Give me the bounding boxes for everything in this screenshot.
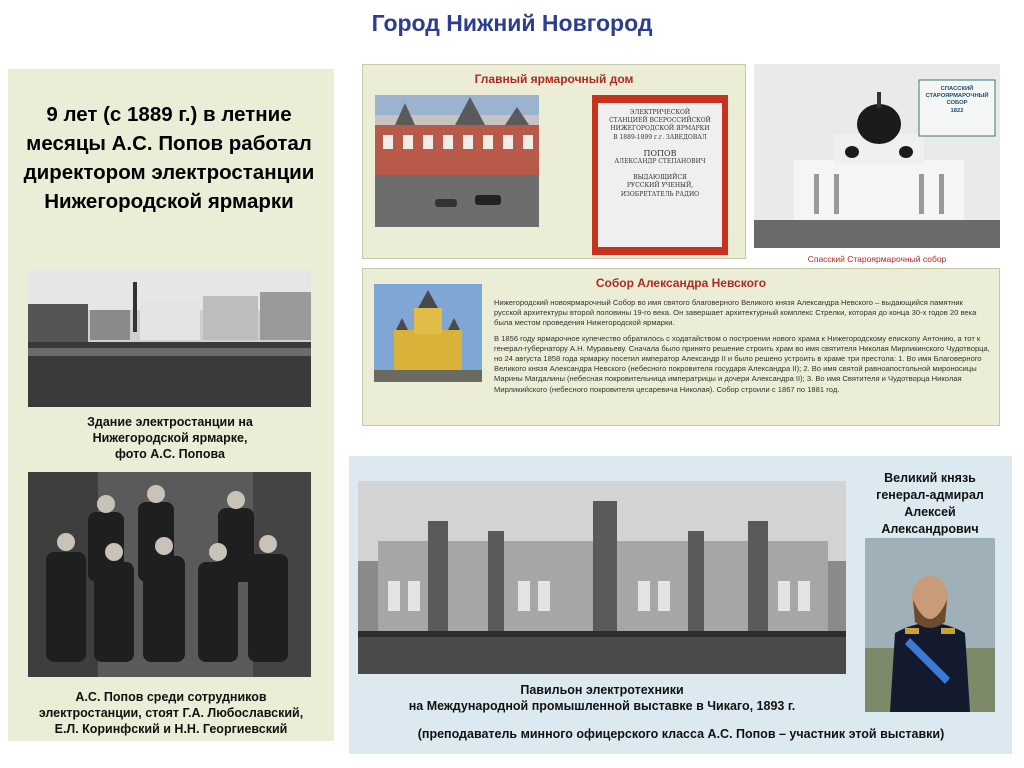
memorial-plaque-photo xyxy=(592,95,728,255)
prince-portrait xyxy=(865,538,995,712)
staff-caption xyxy=(18,689,324,737)
sign-line: СОБОР xyxy=(946,100,968,107)
plaque-line: ИЗОБРЕТАТЕЛЬ РАДИО xyxy=(620,190,700,198)
spassky-caption: Спасский Староярмарочный собор xyxy=(807,254,947,264)
power-station-caption xyxy=(40,414,300,462)
nevsky-text xyxy=(494,298,990,400)
caption-line: Павильон электротехники xyxy=(520,683,684,697)
nevsky-title: Собор Александра Невского xyxy=(595,276,767,290)
plaque-line: ЭЛЕКТРИЧЕСКОЙ xyxy=(629,109,691,116)
spassky-cathedral-photo xyxy=(754,64,1000,248)
sign-line: СПАССКИЙ xyxy=(940,86,974,92)
prince-title-line: Алексей xyxy=(904,505,956,519)
staff-group-photo xyxy=(28,472,311,677)
prince-title-line: Александрович xyxy=(881,522,979,536)
nevsky-paragraph: Нижегородский новоярмарочный Собор во имя святого благоверного Великого князя Александра Невского – выдающийся памятник русской архитектуры второй половины 19-го века. Он завершает архитектурный комплекс Стрелки, которая до конца 30-х годов 20 века была местом проведения Нижегородской ярмарки. xyxy=(494,298,977,328)
power-station-photo xyxy=(28,270,311,407)
caption-line: Е.Л. Коринфский и Н.Н. Георгиевский xyxy=(54,722,288,736)
plaque-line: СТАНЦИЕЙ ВСЕРОССИЙСКОЙ xyxy=(609,117,711,125)
nevsky-cathedral-photo xyxy=(374,284,482,382)
caption-line: фото А.С. Попова xyxy=(115,447,225,461)
page-title: Город Нижний Новгород xyxy=(371,10,653,36)
prince-title-line: генерал-адмирал xyxy=(876,488,984,502)
plaque-line: ПОПОВ xyxy=(643,148,677,158)
plaque-line: АЛЕКСАНДР СТЕПАНОВИЧ xyxy=(614,158,706,166)
fair-house-title: Главный ярмарочный дом xyxy=(474,72,634,86)
prince-title-line: Великий князь xyxy=(884,471,976,485)
plaque-line: ВЫДАЮЩИЙСЯ xyxy=(633,174,687,182)
caption-line: А.С. Попов среди сотрудников xyxy=(75,690,267,704)
nevsky-paragraph: В 1856 году ярмарочное купечество обратилось с ходатайством о построении нового храма к Нижегородскому епископу Антонию, а тот к генерал-губернатору А.Н. Муравьеву. Сначала было принято решение строить храм во имя святителя Николая Мирликинского Чудотворца, но 24 августа 1858 года ярмарку посетил император Александр II и было решено устроить в храме три престола: 1. Во имя Благоверного Великого князя Александра Невского (небесного покровителя государя Александра II); 2. Во имя святой равноапостольной мироносицы Марины Магдалины (небесная покровительница императрицы и дочери Александра II); 3. Во имя Святителя и Чудотворца Николая Мирликийского (небесного покровителя цесаревича Николая). Собор строили с 1867 по 1881 год. xyxy=(494,333,990,394)
caption-line: Здание электростанции на xyxy=(87,415,253,429)
pavilion-caption xyxy=(358,682,846,714)
left-heading: 9 лет (с 1889 г.) в летние месяцы А.С. Попов работал директором электростанции Нижегородской ярмарки xyxy=(23,103,315,213)
fair-house-photo xyxy=(375,95,539,227)
plaque-line: НИЖЕГОРОДСКОЙ ЯРМАРКИ xyxy=(610,125,710,133)
caption-line: Нижегородской ярмарке, xyxy=(92,431,248,445)
sign-line: СТАРОЯРМАРОЧНЫЙ xyxy=(925,93,989,100)
plaque-line: РУССКИЙ УЧЕНЫЙ, xyxy=(626,182,694,190)
teacher-note: (преподаватель минного офицерского класса А.С. Попов – участник этой выставки) xyxy=(417,727,945,741)
caption-line: электростанции, стоят Г.А. Любославский, xyxy=(38,706,304,720)
plaque-line: В 1889-1899 г.г. ЗАВЕДОВАЛ xyxy=(613,133,707,141)
caption-line: на Международной промышленной выставке в Чикаго, 1893 г. xyxy=(408,699,796,713)
electricity-pavilion-photo xyxy=(358,481,846,674)
sign-line: 1822 xyxy=(950,107,964,114)
prince-title xyxy=(862,470,998,538)
